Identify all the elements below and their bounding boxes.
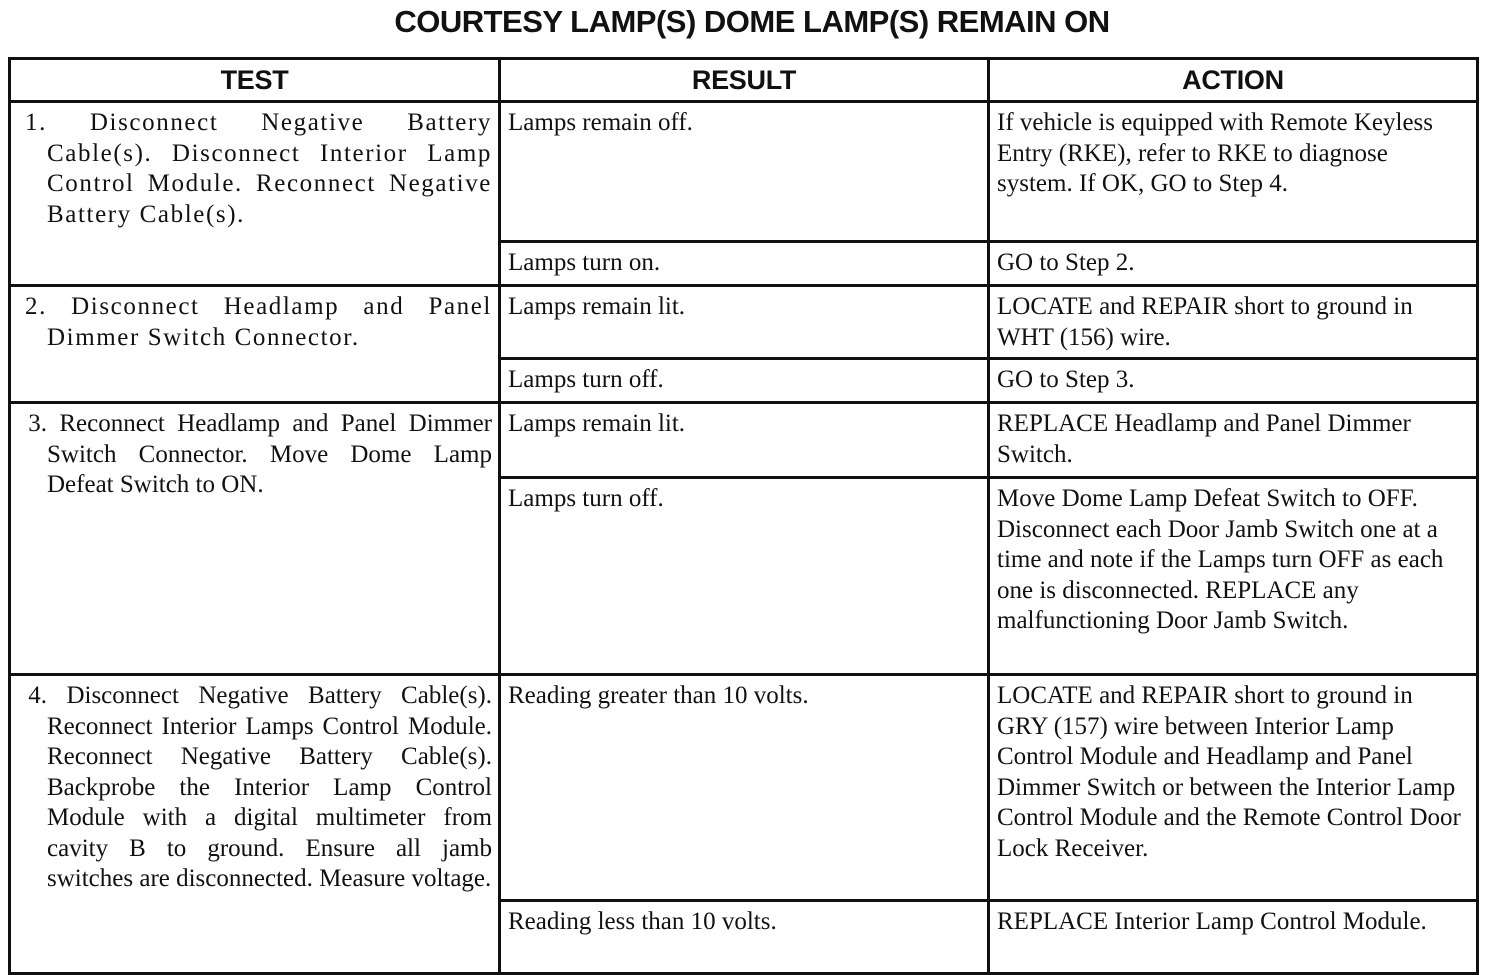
result-cell: Lamps remain off.	[500, 102, 989, 242]
test-text: Reconnect Headlamp and Panel Dimmer Switch Connector. Move Dome Lamp Defeat Switch to ON.	[47, 410, 492, 498]
table-row	[10, 403, 1478, 478]
test-cell-step-1	[10, 102, 500, 286]
table-row	[10, 286, 1478, 359]
test-cell-step-3	[10, 403, 500, 675]
result-cell: Lamps turn off.	[500, 359, 989, 403]
result-cell: Reading less than 10 volts.	[500, 901, 989, 974]
action-cell: LOCATE and REPAIR short to ground in GRY (157) wire between Interior Lamp Control Module and Headlamp and Panel Dimmer Switch or between the Interior Lamp Control Module and the Remote Control Door Lock Receiver.	[989, 675, 1478, 901]
action-cell: REPLACE Interior Lamp Control Module.	[989, 901, 1478, 974]
action-cell: GO to Step 3.	[989, 359, 1478, 403]
header-row	[10, 59, 1478, 102]
action-cell: LOCATE and REPAIR short to ground in WHT (156) wire.	[989, 286, 1478, 359]
result-cell: Lamps turn off.	[500, 478, 989, 675]
diagnostic-table	[8, 57, 1479, 975]
action-column-header: ACTION	[989, 59, 1478, 102]
test-text: Disconnect Negative Battery Cable(s). Disconnect Interior Lamp Control Module. Reconnect Negative Battery Cable(s).	[47, 109, 492, 228]
step-number: 4.	[28, 682, 47, 709]
action-cell: Move Dome Lamp Defeat Switch to OFF. Disconnect each Door Jamb Switch one at a time and note if the Lamps turn OFF as each one is disconnected. REPLACE any malfunctioning Door Jamb Switch.	[989, 478, 1478, 675]
result-cell: Lamps turn on.	[500, 242, 989, 286]
test-cell-step-2	[10, 286, 500, 403]
result-cell: Lamps remain lit.	[500, 286, 989, 359]
table-header	[10, 59, 1478, 102]
step-number: 1.	[25, 109, 47, 136]
table-row	[10, 102, 1478, 242]
table-row	[10, 675, 1478, 901]
result-cell: Reading greater than 10 volts.	[500, 675, 989, 901]
step-number: 3.	[28, 410, 47, 437]
test-cell-step-4	[10, 675, 500, 974]
step-number: 2.	[25, 293, 47, 320]
page-title: COURTESY LAMP(S) DOME LAMP(S) REMAIN ON	[394, 4, 1110, 39]
test-column-header: TEST	[10, 59, 500, 102]
result-cell: Lamps remain lit.	[500, 403, 989, 478]
action-cell: REPLACE Headlamp and Panel Dimmer Switch.	[989, 403, 1478, 478]
result-column-header: RESULT	[500, 59, 989, 102]
test-text: Disconnect Negative Battery Cable(s). Reconnect Interior Lamps Control Module. Reconnect Negative Battery Cable(s). Backprobe the Interior Lamp Control Module with a digital multimeter from cavity B to ground. Ensure all jamb switches are disconnected. Measure voltage.	[47, 682, 493, 892]
action-cell: GO to Step 2.	[989, 242, 1478, 286]
test-text: Disconnect Headlamp and Panel Dimmer Switch Connector.	[47, 293, 492, 351]
action-cell: If vehicle is equipped with Remote Keyless Entry (RKE), refer to RKE to diagnose system. If OK, GO to Step 4.	[989, 102, 1478, 242]
